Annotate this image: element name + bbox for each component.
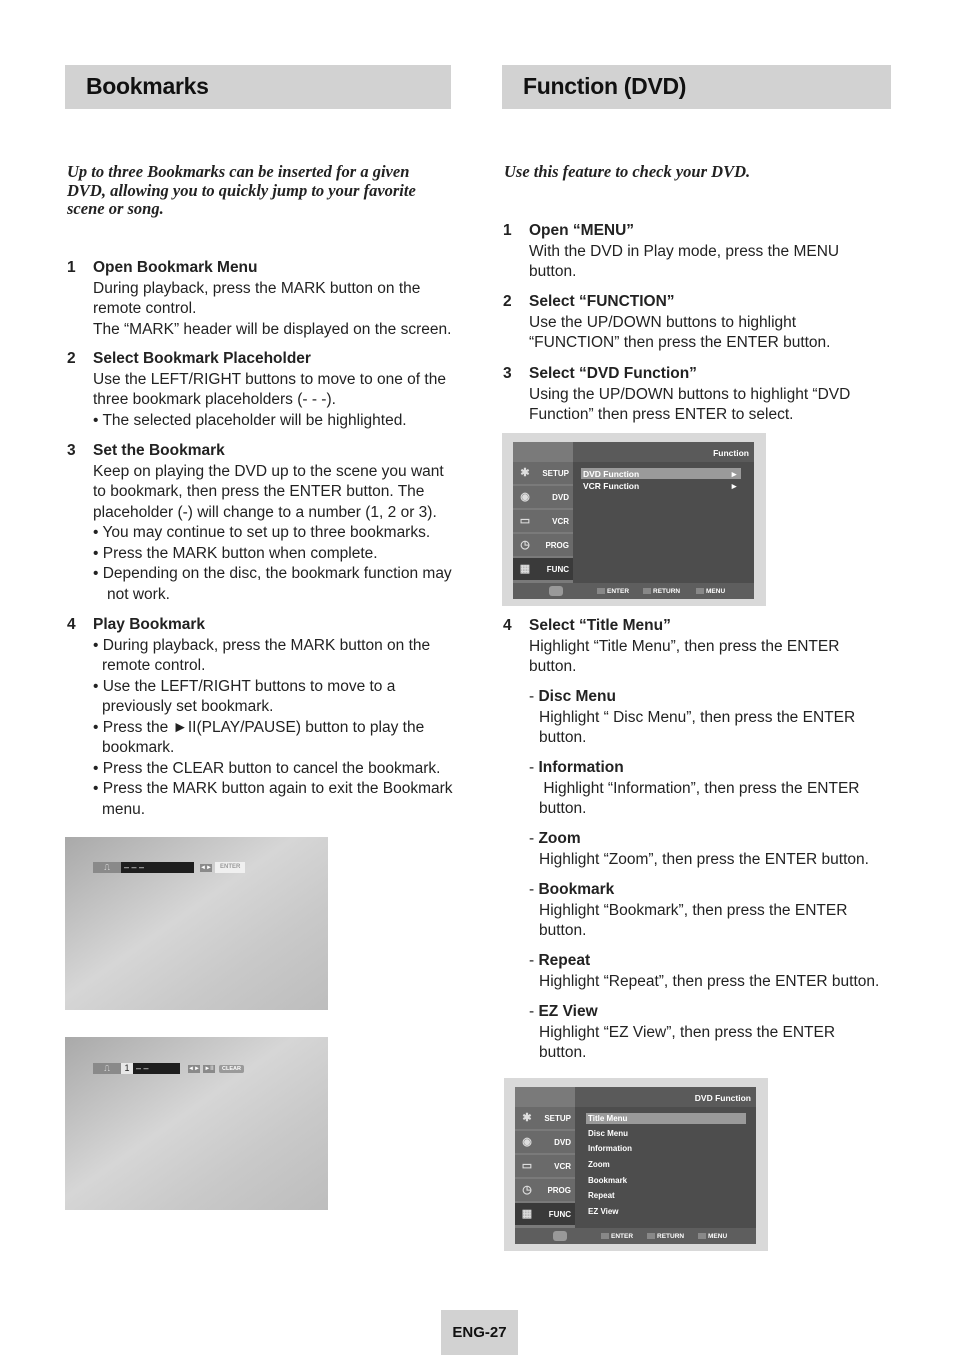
sidebar-item-setup[interactable]: ✱ SETUP [513,462,573,484]
bookmarks-intro: Up to three Bookmarks can be inserted for a given DVD, allowing you to quickly jump to your favorite scene or song. [67,162,416,218]
return-icon [643,588,651,594]
play-pause-icon: ►II [204,1065,214,1072]
bookmark-screen-1 [65,837,328,1010]
step-text: Use the UP/DOWN buttons to highlight “FUNCTION” then press the ENTER button. [529,313,831,351]
sidebar-item-func[interactable]: ▦ FUNC [513,558,573,580]
menu-title: DVD Function [694,1093,751,1103]
sidebar-item-func[interactable]: ▦ FUNC [515,1203,575,1225]
bookmark-osd-bar [93,862,257,873]
step-text: Use the LEFT/RIGHT buttons to move to one of the three bookmark placeholders (- - -). [93,370,446,408]
step-title: Select “Title Menu” [529,617,671,634]
sidebar-item-vcr[interactable]: ▭ VCR [515,1155,575,1177]
option-text: Highlight “Zoom”, then press the ENTER button. [539,850,869,868]
dvd-icon: ◉ [522,1136,532,1148]
sidebar-item-dvd[interactable]: ◉ DVD [515,1131,575,1153]
option-bookmark: - Bookmark Highlight “Bookmark”, then press the ENTER button. [529,880,889,942]
footer-enter: ENTER [601,1233,633,1240]
sidebar-item-vcr[interactable]: ▭ VCR [513,510,573,532]
function-dvd-header [502,65,891,109]
bookmark-step-3 [67,441,457,605]
bookmark-slot-number: 1 [121,1063,133,1074]
bookmark-osd-bar [93,1063,257,1074]
page-number: ENG-27 [452,1324,507,1341]
step-title: Select “FUNCTION” [529,293,675,310]
footer-menu: MENU [696,588,725,595]
footer-return: RETURN [647,1233,684,1240]
menu-title: Function [713,448,749,458]
step-number: 2 [67,350,76,367]
footer-enter: ENTER [597,588,629,595]
menu-item-information[interactable]: Information [588,1144,632,1153]
left-right-icon: ◄► [200,864,212,871]
step-number: 3 [503,365,512,382]
menu-panel [515,1087,756,1244]
arrow-right-icon: ► [730,481,739,491]
sidebar-item-prog[interactable]: ◷ PROG [515,1179,575,1201]
step-number: 4 [67,616,76,633]
bookmarks-header [65,65,451,109]
menu-icon [698,1233,706,1239]
footer-return: RETURN [643,588,680,595]
step-text: Highlight “Title Menu”, then press the ENTER button. [529,637,840,675]
function-menu-screen [502,433,766,606]
arrow-right-icon: ► [730,469,739,479]
step-number: 1 [503,222,512,239]
clock-icon: ◷ [522,1184,532,1196]
step-bullet: • Depending on the disc, the bookmark function may not work. [93,565,452,603]
function-icon: ▦ [521,1208,533,1220]
enter-key-label: ENTER [215,862,245,873]
step-bullet: • Press the ►II(PLAY/PAUSE) button to play the bookmark. [93,718,425,756]
option-title: Information [538,759,624,776]
vcr-icon: ▭ [521,1160,533,1172]
bookmark-screen-2 [65,1037,328,1210]
option-text: Highlight “Repeat”, then press the ENTER button. [539,972,880,990]
option-text: Highlight “Information”, then press the ENTER button. [539,779,864,817]
step-title: Open Bookmark Menu [93,259,258,276]
gear-icon: ✱ [522,1112,532,1124]
step-bullet: • The selected placeholder will be highlighted. [93,411,407,429]
bookmark-step-1 [67,258,457,340]
menu-panel [513,442,754,599]
function-step-3 [503,364,893,426]
menu-item-zoom[interactable]: Zoom [588,1160,610,1169]
page-number-box [441,1310,518,1355]
step-number: 4 [503,617,512,634]
menu-item-repeat[interactable]: Repeat [588,1191,615,1200]
option-ez-view: - EZ View Highlight “EZ View”, then press the ENTER button. [529,1002,889,1064]
dpad-icon [549,586,563,596]
menu-item-bookmark[interactable]: Bookmark [588,1176,628,1185]
function-step-1 [503,221,893,283]
step-number: 1 [67,259,76,276]
clear-key-label: CLEAR [219,1065,244,1073]
step-text: The “MARK” header will be displayed on the screen. [93,320,452,338]
menu-title-bar [575,1087,756,1107]
sidebar-item-prog[interactable]: ◷ PROG [513,534,573,556]
mark-icon: ⎍ [93,862,121,873]
dpad-icon [553,1231,567,1241]
step-title: Play Bookmark [93,616,205,633]
option-text: Highlight “Bookmark”, then press the ENTER button. [539,901,848,939]
option-zoom: - Zoom Highlight “Zoom”, then press the ENTER button. [529,829,889,870]
step-text: With the DVD in Play mode, press the MENU button. [529,242,840,280]
menu-item-disc-menu[interactable]: Disc Menu [588,1129,629,1138]
sidebar-item-dvd[interactable]: ◉ DVD [513,486,573,508]
step-title: Set the Bookmark [93,442,225,459]
option-text: Highlight “EZ View”, then press the ENTER button. [539,1023,836,1061]
step-title: Open “MENU” [529,222,635,239]
menu-item-title-menu[interactable]: Title Menu [588,1114,628,1123]
left-right-icon: ◄► [188,1065,200,1072]
bookmark-step-2 [67,349,457,431]
vcr-icon: ▭ [519,515,531,527]
option-title: Zoom [538,830,581,847]
dvd-icon: ◉ [520,491,530,503]
bookmark-step-4 [67,615,457,820]
enter-icon [597,588,605,594]
option-text: Highlight “ Disc Menu”, then press the ENTER button. [539,708,856,746]
function-step-2 [503,292,893,354]
step-bullet: • Use the LEFT/RIGHT buttons to move to a previously set bookmark. [93,677,396,715]
option-title: Repeat [538,952,591,969]
option-title: Disc Menu [538,688,616,705]
step-bullet: • Press the MARK button again to exit the Bookmark menu. [93,780,453,818]
option-disc-menu: - Disc Menu Highlight “ Disc Menu”, then press the ENTER button. [529,687,889,749]
step-bullet: • Press the CLEAR button to cancel the bookmark. [93,759,441,777]
menu-item-vcr-function[interactable]: VCR Function [583,481,640,491]
step-text: Keep on playing the DVD up to the scene you want to bookmark, then press the ENTER button. The placeholder (-) will change to a number (1, 2 or 3). [93,462,444,521]
gear-icon: ✱ [520,467,530,479]
menu-item-dvd-function[interactable]: DVD Function [583,469,640,479]
option-repeat: - Repeat Highlight “Repeat”, then press the ENTER button. [529,951,889,992]
menu-item-ez-view[interactable]: EZ View [588,1207,619,1216]
step-number: 2 [503,293,512,310]
step-text: During playback, press the MARK button on the remote control. [93,279,421,317]
function-step-4 [503,616,893,678]
function-icon: ▦ [519,563,531,575]
option-title: Bookmark [538,881,615,898]
return-icon [647,1233,655,1239]
enter-icon [601,1233,609,1239]
bookmark-slots: – – [133,1063,180,1074]
clock-icon: ◷ [520,539,530,551]
step-bullet: • Press the MARK button when complete. [93,544,378,562]
step-text: Using the UP/DOWN buttons to highlight “DVD Function” then press ENTER to select. [529,385,851,423]
step-bullet: • You may continue to set up to three bookmarks. [93,524,431,541]
option-information: - Information Highlight “Information”, then press the ENTER button. [529,758,889,820]
step-number: 3 [67,442,76,459]
function-intro: Use this feature to check your DVD. [504,162,751,181]
step-title: Select Bookmark Placeholder [93,350,311,367]
menu-icon [696,588,704,594]
function-dvd-title: Function (DVD) [523,73,687,99]
footer-menu: MENU [698,1233,727,1240]
mark-icon: ⎍ [93,1063,121,1074]
step-bullet: • During playback, press the MARK button on the remote control. [93,636,431,674]
option-title: EZ View [538,1003,598,1020]
dvd-function-menu-screen [504,1078,768,1251]
menu-title-bar [573,442,754,462]
step-title: Select “DVD Function” [529,365,697,382]
bookmarks-title: Bookmarks [86,73,209,99]
bookmark-slots: – – – [121,862,194,873]
sidebar-item-setup[interactable]: ✱ SETUP [515,1107,575,1129]
